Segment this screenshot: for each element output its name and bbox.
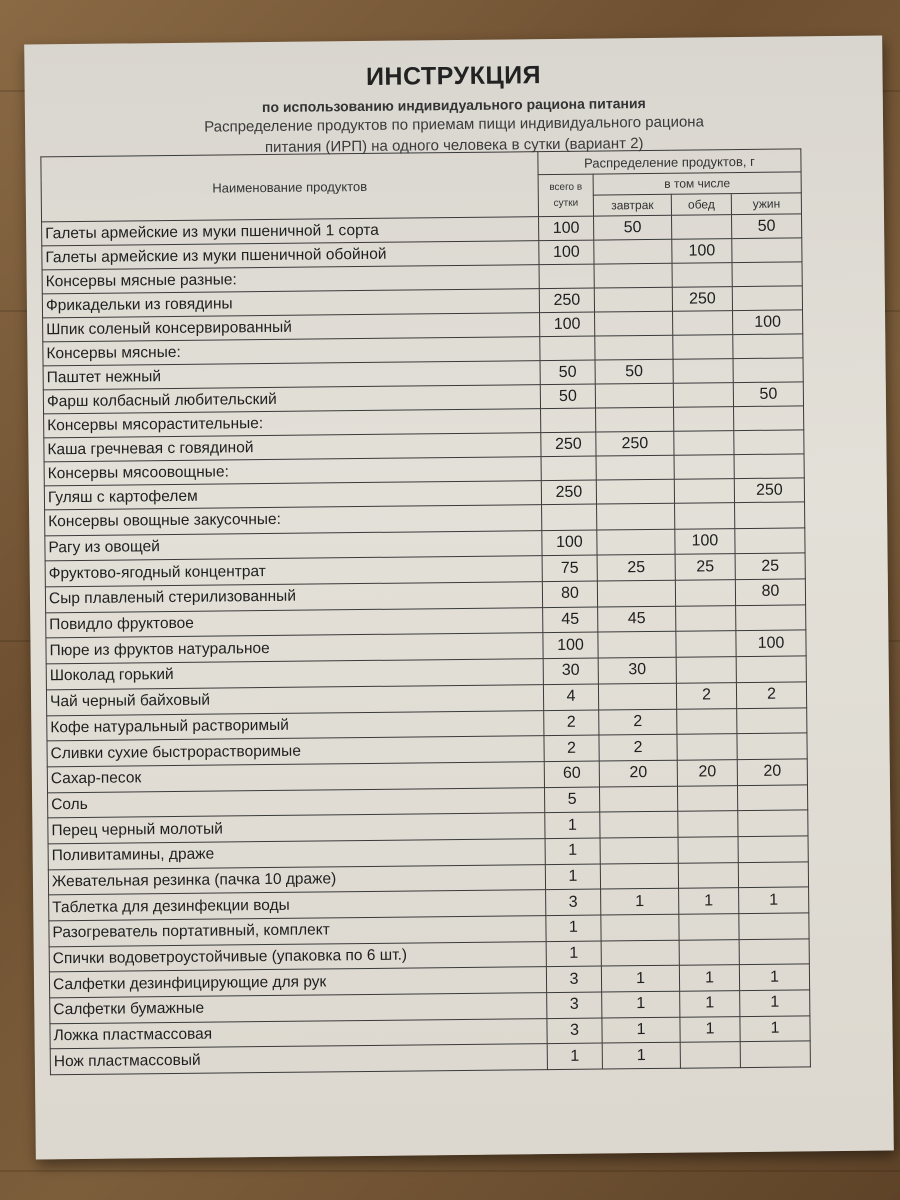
breakfast-cell (600, 837, 678, 864)
dinner-cell: 80 (735, 579, 805, 605)
header-product-name: Наименование продуктов (41, 152, 539, 222)
total-cell: 50 (540, 384, 595, 409)
dinner-cell (739, 913, 809, 939)
product-name-cell: Кофе натуральный растворимый (47, 710, 544, 741)
breakfast-cell: 45 (598, 606, 676, 633)
product-name-cell: Паштет нежный (43, 361, 540, 390)
header-lunch: обед (671, 194, 731, 216)
total-cell: 30 (543, 658, 598, 684)
product-name-cell: Чай черный байховый (46, 684, 543, 715)
document-header (24, 58, 883, 160)
dinner-cell (737, 707, 807, 733)
dinner-cell: 1 (739, 887, 809, 913)
dinner-cell (734, 406, 804, 431)
breakfast-cell (601, 914, 679, 941)
lunch-cell (676, 631, 736, 657)
total-cell: 4 (543, 684, 598, 710)
dinner-cell: 1 (740, 990, 810, 1016)
total-cell: 80 (542, 581, 597, 607)
breakfast-cell (597, 580, 675, 607)
dinner-cell: 20 (737, 759, 807, 785)
dinner-cell (737, 784, 807, 810)
product-name-cell: Салфетки бумажные (50, 993, 547, 1024)
document-description-line2: питания (ИРП) на одного человека в сутки (вариант 2) (264, 135, 644, 157)
product-name-cell: Сыр плавленый стерилизованный (45, 582, 542, 613)
breakfast-cell (596, 479, 674, 504)
lunch-cell (674, 431, 734, 456)
dinner-cell (737, 733, 807, 759)
dinner-cell (736, 605, 806, 631)
total-cell: 250 (539, 288, 594, 313)
breakfast-cell: 50 (595, 359, 673, 384)
header-including: в том числе (593, 172, 801, 195)
product-name-cell: Ложка пластмассовая (50, 1018, 547, 1049)
lunch-cell (677, 785, 737, 811)
lunch-cell (675, 503, 735, 529)
lunch-cell (678, 811, 738, 837)
breakfast-cell: 50 (594, 215, 672, 240)
header-total-per-day: всего в сутки (538, 174, 593, 217)
lunch-cell (674, 479, 734, 504)
lunch-cell (673, 311, 733, 336)
product-name-cell: Консервы мясоовощные: (44, 457, 541, 486)
dinner-cell (733, 334, 803, 359)
dinner-cell (738, 810, 808, 836)
total-cell (539, 264, 594, 289)
product-name-cell: Каша гречневая с говядиной (44, 433, 541, 462)
lunch-cell (677, 708, 737, 734)
dinner-cell: 250 (734, 478, 804, 503)
dinner-cell (738, 836, 808, 862)
product-name-cell: Фруктово-ягодный концентрат (45, 556, 542, 587)
product-name-cell: Нож пластмассовый (50, 1044, 547, 1075)
total-cell: 250 (541, 480, 596, 505)
dinner-cell: 2 (736, 682, 806, 708)
total-cell: 2 (544, 735, 599, 761)
breakfast-cell: 2 (599, 709, 677, 736)
breakfast-cell: 1 (602, 991, 680, 1018)
total-cell: 2 (544, 710, 599, 736)
product-name-cell: Разогреватель портативный, комплект (49, 916, 546, 947)
product-name-cell: Сахар-песок (47, 761, 544, 792)
dinner-cell (732, 286, 802, 311)
product-name-cell: Таблетка для дезинфекции воды (49, 890, 546, 921)
breakfast-cell (594, 239, 672, 264)
product-name-cell: Гуляш с картофелем (44, 481, 541, 510)
breakfast-cell (600, 863, 678, 890)
header-distribution: Распределение продуктов, г (538, 149, 801, 175)
dinner-cell (733, 358, 803, 383)
breakfast-cell: 30 (598, 657, 676, 684)
breakfast-cell: 2 (599, 734, 677, 761)
lunch-cell (674, 407, 734, 432)
breakfast-cell (597, 503, 675, 530)
instruction-card (24, 36, 894, 1160)
lunch-cell (673, 335, 733, 360)
header-breakfast: завтрак (593, 194, 671, 216)
lunch-cell: 100 (672, 239, 732, 264)
dinner-cell (735, 502, 805, 528)
breakfast-cell (594, 287, 672, 312)
lunch-cell (673, 383, 733, 408)
breakfast-cell (601, 940, 679, 967)
product-name-cell: Соль (48, 787, 545, 818)
breakfast-cell: 1 (602, 1017, 680, 1044)
breakfast-cell (600, 811, 678, 838)
breakfast-cell (598, 632, 676, 659)
total-cell: 1 (546, 941, 601, 967)
total-cell: 3 (546, 889, 601, 915)
lunch-cell: 1 (679, 888, 739, 914)
breakfast-cell (596, 407, 674, 432)
product-name-cell: Фрикадельки из говядины (42, 289, 539, 318)
total-cell: 75 (542, 555, 597, 581)
lunch-cell (675, 580, 735, 606)
product-name-cell: Сливки сухие быстрорастворимые (47, 736, 544, 767)
breakfast-cell (599, 786, 677, 813)
total-cell (540, 336, 595, 361)
product-name-cell: Салфетки дезинфицирующие для рук (49, 967, 546, 998)
dinner-cell (735, 528, 805, 554)
total-cell: 1 (545, 838, 600, 864)
total-cell: 1 (547, 1043, 602, 1069)
dinner-cell: 50 (732, 214, 802, 239)
total-cell: 1 (546, 915, 601, 941)
dinner-cell: 1 (740, 1016, 810, 1042)
lunch-cell: 20 (677, 759, 737, 785)
product-name-cell: Консервы мясные разные: (42, 265, 539, 294)
product-name-cell: Фарш колбасный любительский (43, 385, 540, 414)
total-cell (541, 456, 596, 481)
product-name-cell: Рагу из овощей (45, 530, 542, 561)
document-description-line1: Распределение продуктов по приемам пищи индивидуального рациона (204, 113, 704, 136)
total-cell: 250 (541, 432, 596, 457)
breakfast-cell (595, 383, 673, 408)
lunch-cell: 1 (680, 991, 740, 1017)
lunch-cell: 2 (676, 682, 736, 708)
ration-table (40, 148, 811, 1075)
lunch-cell: 25 (675, 554, 735, 580)
lunch-cell (678, 862, 738, 888)
header-dinner: ужин (731, 193, 801, 215)
lunch-cell (678, 837, 738, 863)
dinner-cell (740, 1041, 810, 1067)
document-subtitle: по использованию индивидуального рациона питания (261, 95, 646, 116)
dinner-cell (732, 262, 802, 287)
product-name-cell: Галеты армейские из муки пшеничной обойной (42, 241, 539, 270)
total-cell: 50 (540, 360, 595, 385)
total-cell: 3 (546, 966, 601, 992)
total-cell: 45 (543, 607, 598, 633)
lunch-cell (679, 914, 739, 940)
total-cell: 100 (539, 216, 594, 241)
total-cell: 3 (547, 1018, 602, 1044)
total-cell: 100 (543, 632, 598, 658)
table-body (42, 214, 811, 1075)
product-name-cell: Галеты армейские из муки пшеничной 1 сорта (42, 217, 539, 246)
lunch-cell (676, 605, 736, 631)
breakfast-cell: 1 (602, 1043, 680, 1070)
total-cell: 3 (547, 992, 602, 1018)
product-name-cell: Жевательная резинка (пачка 10 драже) (48, 864, 545, 895)
product-name-cell: Консервы мясные: (43, 337, 540, 366)
product-name-cell: Повидло фруктовое (46, 607, 543, 638)
lunch-cell: 100 (675, 528, 735, 554)
product-name-cell: Пюре из фруктов натуральное (46, 633, 543, 664)
lunch-cell: 250 (672, 287, 732, 312)
product-name-cell: Консервы мясорастительные: (44, 409, 541, 438)
breakfast-cell (596, 455, 674, 480)
lunch-cell (672, 263, 732, 288)
dinner-cell (732, 238, 802, 263)
dinner-cell (739, 939, 809, 965)
lunch-cell (674, 455, 734, 480)
total-cell: 100 (539, 240, 594, 265)
breakfast-cell: 250 (596, 431, 674, 456)
lunch-cell (672, 215, 732, 240)
dinner-cell: 100 (736, 630, 806, 656)
lunch-cell (673, 359, 733, 384)
dinner-cell (738, 861, 808, 887)
product-name-cell: Консервы овощные закусочные: (45, 505, 542, 536)
total-cell: 1 (545, 864, 600, 890)
product-name-cell: Поливитамины, драже (48, 839, 545, 870)
product-name-cell: Шоколад горький (46, 659, 543, 690)
lunch-cell (679, 939, 739, 965)
total-cell: 100 (540, 312, 595, 337)
breakfast-cell: 1 (601, 966, 679, 993)
breakfast-cell (594, 263, 672, 288)
breakfast-cell: 1 (601, 889, 679, 916)
product-name-cell: Шпик соленый консервированный (43, 313, 540, 342)
dinner-cell: 1 (739, 964, 809, 990)
dinner-cell: 25 (735, 553, 805, 579)
lunch-cell: 1 (679, 965, 739, 991)
product-name-cell: Спички водоветроустойчивые (упаковка по 6 шт.) (49, 941, 546, 972)
breakfast-cell (595, 335, 673, 360)
total-cell (541, 408, 596, 433)
breakfast-cell (595, 311, 673, 336)
dinner-cell (734, 454, 804, 479)
breakfast-cell (597, 529, 675, 556)
breakfast-cell: 25 (597, 555, 675, 582)
lunch-cell (680, 1042, 740, 1068)
dinner-cell: 100 (733, 310, 803, 335)
dinner-cell: 50 (733, 382, 803, 407)
total-cell: 60 (544, 761, 599, 787)
total-cell: 5 (544, 787, 599, 813)
dinner-cell (736, 656, 806, 682)
total-cell (542, 504, 597, 530)
breakfast-cell (598, 683, 676, 710)
product-name-cell: Перец черный молотый (48, 813, 545, 844)
lunch-cell: 1 (680, 1016, 740, 1042)
total-cell: 1 (545, 812, 600, 838)
total-cell: 100 (542, 530, 597, 556)
dinner-cell (734, 430, 804, 455)
lunch-cell (677, 734, 737, 760)
document-title: ИНСТРУКЦИЯ (365, 61, 542, 91)
lunch-cell (676, 657, 736, 683)
breakfast-cell: 20 (599, 760, 677, 787)
